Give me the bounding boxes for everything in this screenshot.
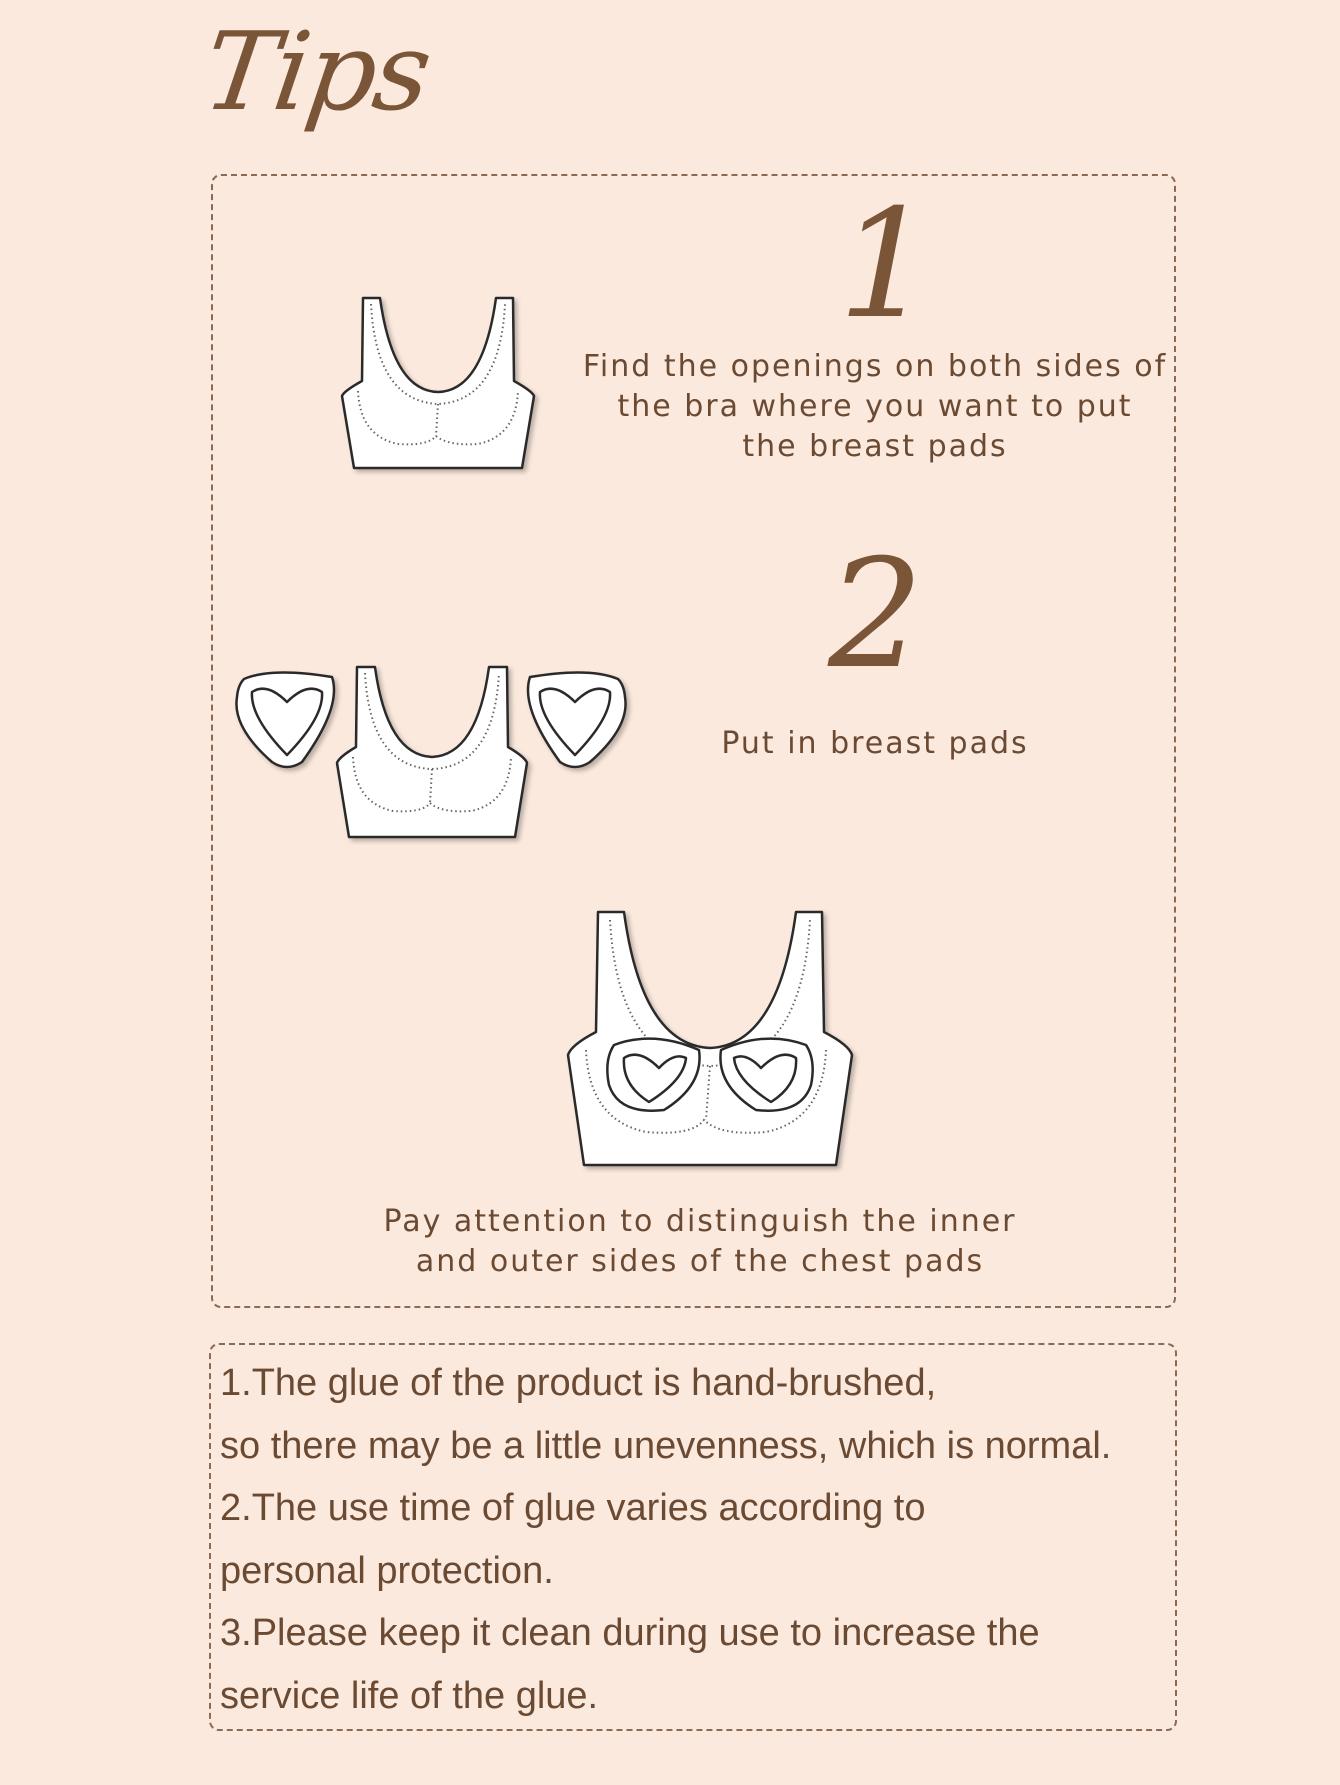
- step-1-line: the bra where you want to put: [617, 389, 1133, 424]
- note-line: 1.The glue of the product is hand-brushed,: [220, 1362, 937, 1404]
- breast-pad-icon: [520, 667, 630, 772]
- bra-illustration-icon: [338, 296, 538, 471]
- step-3-line: and outer sides of the chest pads: [415, 1244, 985, 1279]
- step-2-text: [690, 724, 1060, 764]
- notes-list: [220, 1352, 1170, 1727]
- note-line: service life of the glue.: [220, 1674, 599, 1717]
- note-line: 2.The use time of glue varies according to: [220, 1487, 926, 1529]
- step-1-text: [560, 347, 1190, 467]
- step-1-line: Find the openings on both sides of: [582, 349, 1168, 384]
- bra-with-pads-icon: [335, 665, 530, 840]
- step-3-line: Pay attention to distinguish the inner: [383, 1204, 1017, 1239]
- note-line: 3.Please keep it clean during use to increase the: [220, 1612, 1040, 1654]
- step-3-text: [360, 1202, 1040, 1282]
- bra-inserted-pads-icon: [564, 910, 856, 1168]
- note-line: so there may be a little unevenness, which is normal.: [220, 1424, 1112, 1467]
- note-line: personal protection.: [220, 1549, 554, 1592]
- step-2-line: Put in breast pads: [721, 726, 1029, 761]
- breast-pad-icon: [232, 667, 342, 772]
- step-number-2: 2: [828, 528, 924, 702]
- step-number-1: 1: [838, 178, 934, 352]
- step-1-line: the breast pads: [742, 429, 1008, 464]
- page-title: Tips: [196, 10, 437, 135]
